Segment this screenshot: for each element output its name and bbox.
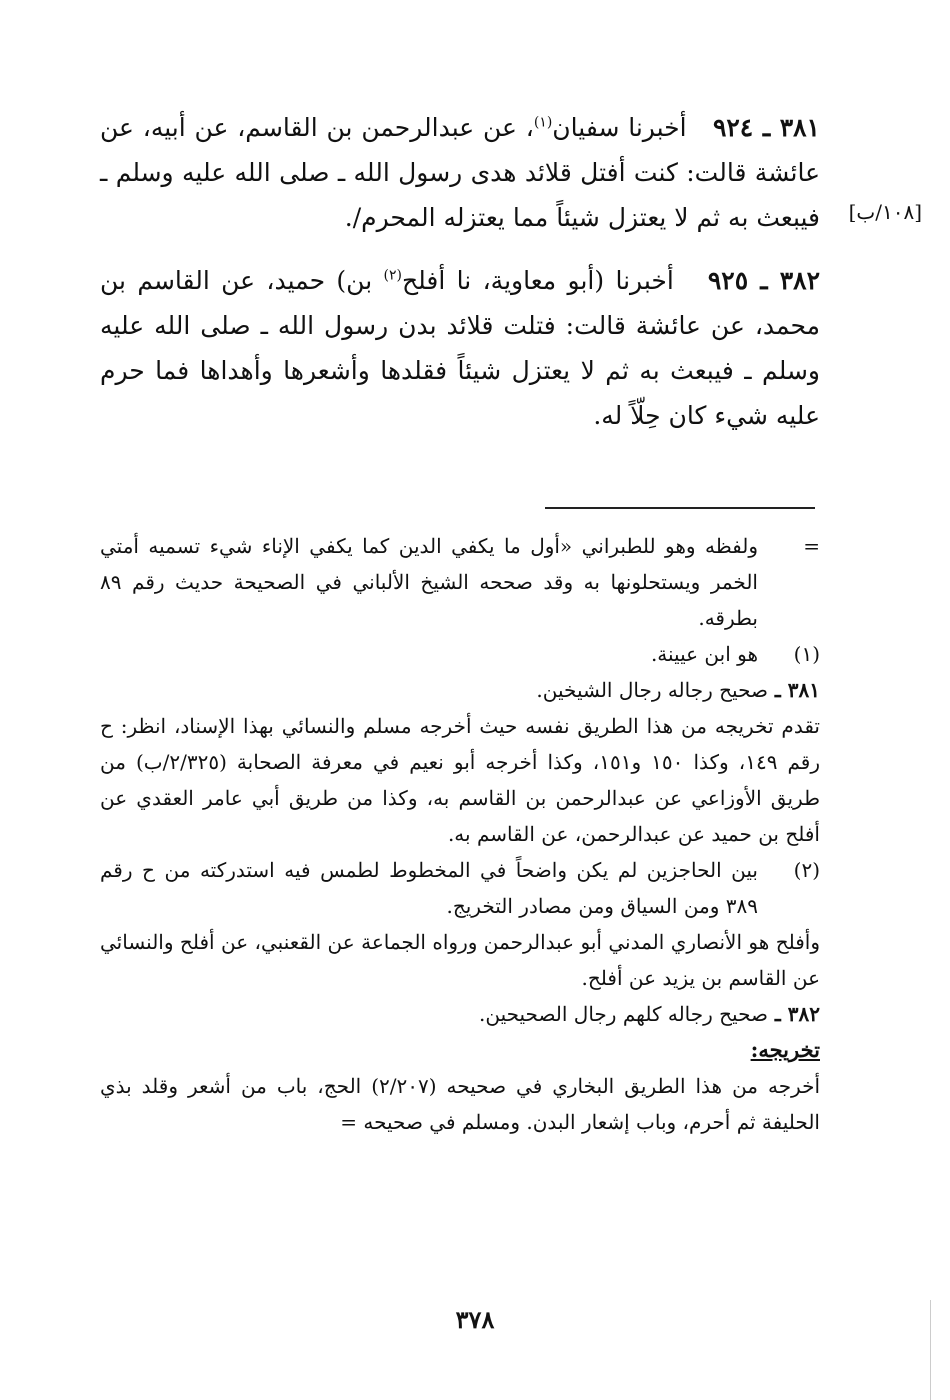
takhrij-heading: تخريجه: (750, 1037, 820, 1062)
takhrij-text: أخرجه من هذا الطريق البخاري في صحيحه (٢/٢٠٧) الحج، باب من أشعر وقلد بذي الحليفة ثم أحرم، وباب إشعار البدن. ومسلم في صحيحه = (100, 1074, 821, 1134)
takhrij-heading-row (100, 1032, 820, 1068)
page-number: ٣٧٨ (455, 1305, 495, 1334)
footnote-381-grade (100, 672, 820, 708)
footnote-1 (100, 636, 820, 672)
hadith-entry-382 (100, 258, 820, 438)
footnote-reference: (٢) (383, 267, 402, 284)
footnote-reference: (١) (533, 114, 553, 131)
footnote-lead-number: ٣٨١ ـ (767, 678, 820, 702)
footnote-marker: (١) (793, 642, 820, 666)
page-edge-line (930, 1300, 931, 1400)
footnotes-section (100, 528, 820, 1140)
footnote-2 (100, 852, 820, 924)
footnote-381-takhrij (100, 708, 820, 852)
hadith-text-part-a: أخبرنا سفيان (552, 113, 687, 142)
footnote-continuation (100, 528, 820, 636)
footnote-text: صحيح رجاله رجال الشيخين. (536, 678, 768, 702)
takhrij-text-row (100, 1068, 820, 1140)
hadith-text-part-b: بن) حميد، عن القاسم بن محمد، عن عائشة قالت: فتلت قلائد بدن رسول الله ـ صلى الله عليه وسلم ـ فيبعث به ثم لا يعتزل شيئاً فقلدها وأشعرها وأهداها فما حرم عليه شيء كان حِلّاً له. (100, 266, 820, 430)
footnote-text: هو ابن عيينة. (650, 642, 758, 666)
manuscript-folio-note: [١٠٨/ب] (848, 200, 922, 224)
footnote-lead-number: ٣٨٢ ـ (767, 1002, 820, 1026)
hadith-number: ٣٨١ ـ ٩٢٤ (712, 113, 820, 142)
footnote-marker: (٢) (793, 858, 820, 882)
footnote-marker: = (803, 534, 820, 558)
hadith-text-part-a: أخبرنا (أبو معاوية، نا أفلح (402, 266, 674, 295)
footnote-text: صحيح رجاله كلهم رجال الصحيحين. (478, 1002, 768, 1026)
footnote-separator (545, 507, 815, 509)
hadith-text-part-b: ، عن عبدالرحمن بن القاسم، عن أبيه، عن عائشة قالت: كنت أفتل قلائد هدى رسول الله ـ صلى الله عليه وسلم ـ فيبعث به ثم لا يعتزل شيئاً مما يعتزله المحرم/. (100, 113, 820, 232)
hadith-number: ٣٨٢ ـ ٩٢٥ (707, 266, 821, 295)
hadith-text (100, 105, 820, 240)
footnote-2-continuation (100, 924, 820, 996)
footnote-text: ولفظه وهو للطبراني «أول ما يكفي الدين كما يكفي الإناء شيء تسميه أمتي الخمر ويستحلونها به وقد صححه الشيخ الألباني في الصحيحة حديث رقم ٨٩ بطرقه. (100, 534, 758, 630)
hadith-text (100, 258, 820, 438)
footnote-382-grade (100, 996, 820, 1032)
footnote-text: بين الحاجزين لم يكن واضحاً في المخطوط لطمس فيه استدركته من ح رقم ٣٨٩ ومن السياق ومن مصادر التخريج. (100, 858, 758, 918)
footnote-text: وأفلح هو الأنصاري المدني أبو عبدالرحمن ورواه الجماعة عن القعنبي، عن أفلح والنسائي عن القاسم بن يزيد عن أفلح. (100, 930, 820, 990)
footnote-text: تقدم تخريجه من هذا الطريق نفسه حيث أخرجه مسلم والنسائي بهذا الإسناد، انظر: ح رقم ١٤٩، وكذا ١٥٠ و١٥١، وكذا أخرجه أبو نعيم في معرفة الصحابة (٢/٣٢٥/ب) من طريق الأوزاعي عن عبدالرحمن بن القاسم به، وكذا من طريق أبي عامر العقدي عن أفلح بن حميد عن عبدالرحمن، عن القاسم به. (100, 714, 821, 846)
hadith-entry-381 (100, 105, 820, 240)
